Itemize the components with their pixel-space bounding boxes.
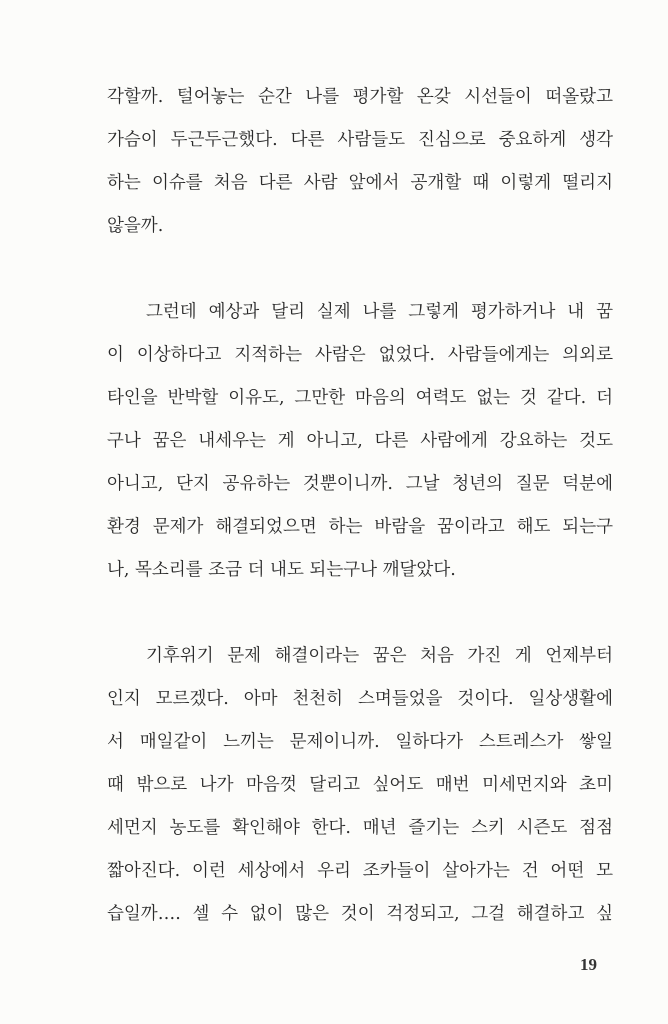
paragraph-2-line-2: 이 이상하다고 지적하는 사람은 없었다. 사람들에게는 의외로 <box>107 345 613 365</box>
paragraph-3-line-7: 습일까…. 셀 수 없이 많은 것이 걱정되고, 그걸 해결하고 싶 <box>107 904 613 924</box>
paragraph-2-line-7: 나, 목소리를 조금 더 내도 되는구나 깨달았다. <box>107 560 456 580</box>
paragraph-3-line-5: 세먼지 농도를 확인해야 한다. 매년 즐기는 스키 시즌도 점점 <box>107 818 613 838</box>
paragraph-1-line-1: 각할까. 털어놓는 순간 나를 평가할 온갖 시선들이 떠올랐고 <box>107 87 613 107</box>
page-number: 19 <box>580 955 597 974</box>
paragraph-2-line-6: 환경 문제가 해결되었으면 하는 바람을 꿈이라고 해도 되는구 <box>107 517 613 537</box>
paragraph-3-line-6: 짧아진다. 이런 세상에서 우리 조카들이 살아가는 건 어떤 모 <box>107 861 613 881</box>
paragraph-1-line-2: 가슴이 두근두근했다. 다른 사람들도 진심으로 중요하게 생각 <box>107 130 613 150</box>
paragraph-2-line-5: 아니고, 단지 공유하는 것뿐이니까. 그날 청년의 질문 덕분에 <box>107 474 613 494</box>
paragraph-3-line-4: 때 밖으로 나가 마음껏 달리고 싶어도 매번 미세먼지와 초미 <box>107 775 613 795</box>
paragraph-2-line-4: 구나 꿈은 내세우는 게 아니고, 다른 사람에게 강요하는 것도 <box>107 431 613 451</box>
paragraph-2-line-3: 타인을 반박할 이유도, 그만한 마음의 여력도 없는 것 같다. 더 <box>107 388 613 408</box>
paragraph-3-line-1: 기후위기 문제 해결이라는 꿈은 처음 가진 게 언제부터 <box>146 646 613 666</box>
paragraph-1-line-3: 하는 이슈를 처음 다른 사람 앞에서 공개할 때 이렇게 떨리지 <box>107 173 613 193</box>
paragraph-1-line-4: 않을까. <box>107 216 164 236</box>
paragraph-2-line-1: 그런데 예상과 달리 실제 나를 그렇게 평가하거나 내 꿈 <box>146 302 613 322</box>
paragraph-3-line-3: 서 매일같이 느끼는 문제이니까. 일하다가 스트레스가 쌓일 <box>107 732 613 752</box>
paragraph-3-line-2: 인지 모르겠다. 아마 천천히 스며들었을 것이다. 일상생활에 <box>107 689 613 709</box>
